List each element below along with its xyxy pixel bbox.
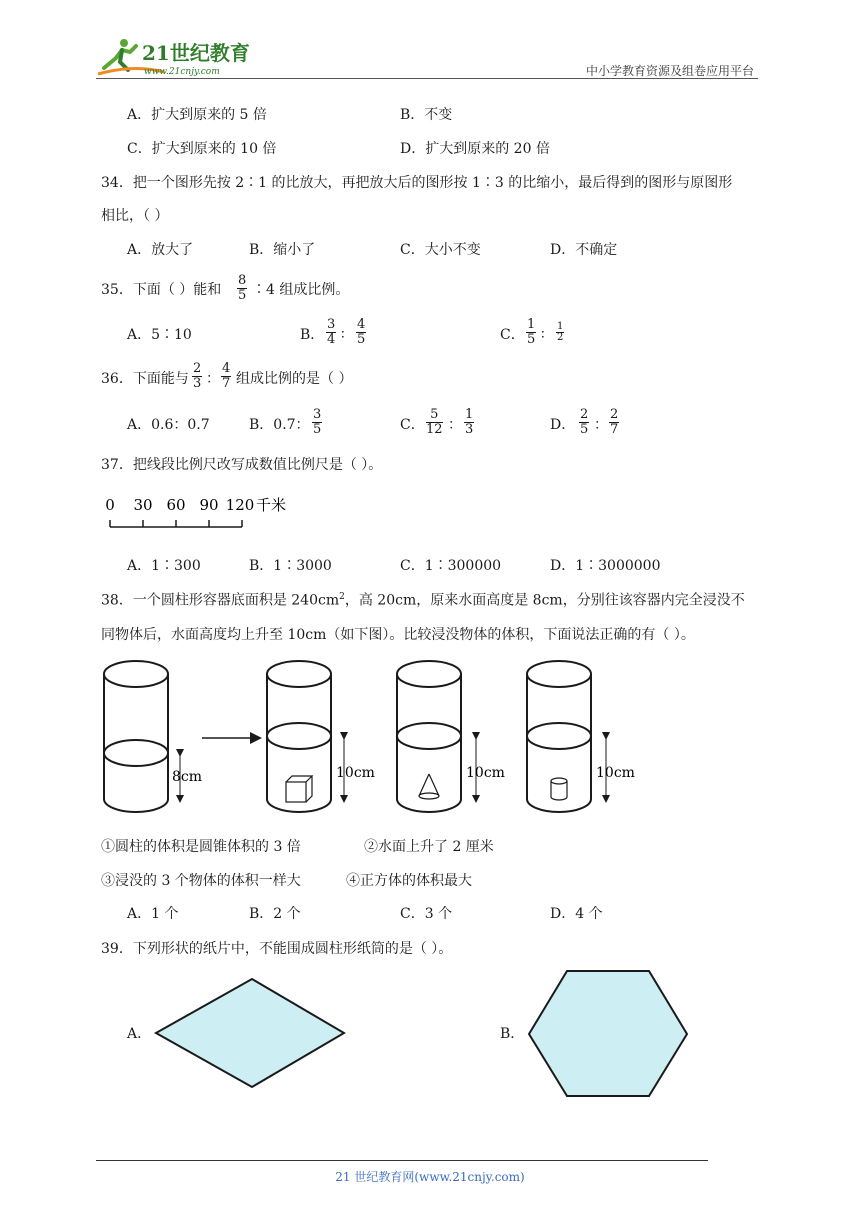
- q36-stem-end: 组成比例的是（ ）: [236, 371, 353, 387]
- q36-stem-start: 36．下面能与: [101, 371, 189, 387]
- cylinder-with-cube: [267, 661, 331, 812]
- q38-cylinder-figure: [96, 656, 656, 822]
- q35-option-b-fraction2: $\frac{4}{5}$: [357, 317, 366, 347]
- q37-option-b: B．1∶3000: [249, 558, 332, 574]
- q34-option-b: B．缩小了: [249, 242, 316, 258]
- cone-icon: [419, 774, 439, 799]
- scale-label-90: 90: [199, 496, 219, 514]
- q36-option-c-fraction2: $\frac{1}{3}$: [465, 407, 474, 437]
- q36-fraction2: $\frac{4}{7}$: [222, 361, 231, 391]
- cylinder-with-small-cylinder: [527, 661, 591, 812]
- q33-option-c: C．扩大到原来的 10 倍: [127, 141, 277, 157]
- scale-label-30: 30: [133, 496, 153, 514]
- q36-option-b-label: B．0.7：: [249, 417, 310, 433]
- q36-option-c-label: C．: [400, 417, 425, 433]
- q38-option-a: A．1 个: [127, 906, 179, 922]
- logo-url: www.21cnjy.com: [144, 67, 220, 77]
- footer-divider: [96, 1160, 708, 1161]
- q35-option-c-fraction2: $\frac{1}{2}$: [557, 321, 564, 343]
- q35-option-c-colon: ∶: [541, 327, 545, 343]
- scale-label-60: 60: [166, 496, 186, 514]
- label-10cm-cube: 10cm: [336, 765, 375, 781]
- q36-option-d-colon: ：: [594, 417, 608, 433]
- cylinder-original: [104, 661, 168, 812]
- q38-statement-3: ③浸没的 3 个物体的体积一样大: [101, 873, 301, 889]
- q35-option-b-fraction1: $\frac{3}{4}$: [327, 317, 336, 347]
- q36-fraction1: $\frac{2}{3}$: [193, 361, 202, 391]
- q33-option-a: A．扩大到原来的 5 倍: [127, 107, 267, 123]
- q39-option-a-label: A．: [127, 1026, 152, 1042]
- q36-option-d-label: D．: [550, 417, 576, 433]
- q34-option-d: D．不确定: [550, 242, 618, 258]
- scale-label-120: 120: [225, 496, 255, 514]
- label-8cm: 8cm: [172, 769, 203, 785]
- q34-stem-line1: 34．把一个图形先按 2∶1 的比放大，再把放大后的图形按 1∶3 的比缩小，最后得到的图形与原图形: [101, 175, 733, 191]
- q38-option-b: B．2 个: [249, 906, 301, 922]
- q35-option-b-colon: ∶: [341, 327, 345, 343]
- q37-option-c: C．1∶300000: [400, 558, 502, 574]
- cube-icon: [286, 776, 312, 802]
- scale-unit: 千米: [256, 496, 287, 514]
- q35-fraction: $\frac{8}{5}$: [238, 273, 247, 303]
- q38-statement-4: ④正方体的体积最大: [346, 873, 472, 889]
- header-divider: [96, 78, 758, 79]
- cylinder-with-cone: [397, 661, 461, 812]
- q36-colon: ：: [206, 371, 220, 387]
- q38-option-d: D．4 个: [550, 906, 603, 922]
- q35-option-a: A．5∶10: [127, 327, 192, 343]
- q35-option-c-label: C．: [500, 327, 525, 343]
- q38-stem-line2: 同物体后，水面高度均上升至 10cm（如下图）。比较浸没物体的体积，下面说法正确的有（ ）。: [101, 627, 695, 643]
- scale-label-0: 0: [105, 496, 115, 514]
- q34-option-c: C．大小不变: [400, 242, 481, 258]
- q37-line-scale: [96, 492, 306, 540]
- q36-option-c-colon: ：: [448, 417, 462, 433]
- q33-option-d: D．扩大到原来的 20 倍: [400, 141, 550, 157]
- footer-text: 21 世纪教育网(www.21cnjy.com): [335, 1170, 525, 1184]
- q36-option-d-fraction1: $\frac{2}{5}$: [580, 407, 589, 437]
- q38-statement-2: ②水面上升了 2 厘米: [364, 839, 494, 855]
- q34-stem-line2: 相比，（ ）: [101, 208, 169, 224]
- q37-option-d: D．1∶3000000: [550, 558, 661, 574]
- q39-hexagon-shape: [524, 968, 690, 1100]
- q35-option-c-fraction1: $\frac{1}{5}$: [527, 317, 536, 347]
- q37-stem: 37．把线段比例尺改写成数值比例尺是（ ）。: [101, 457, 383, 473]
- q33-option-b: B．不变: [400, 107, 453, 123]
- q38-option-c: C．3 个: [400, 906, 453, 922]
- q39-option-b-label: B．: [500, 1026, 525, 1042]
- small-cylinder-icon: [551, 778, 567, 800]
- q36-option-b-fraction: $\frac{3}{5}$: [313, 407, 322, 437]
- q38-statement-1: ①圆柱的体积是圆锥体积的 3 倍: [101, 839, 301, 855]
- q38-stem-line1: 38．一个圆柱形容器底面积是 $240cm^2$，高 20cm，原来水面高度是 8cm，分别往该容器内完全浸没不: [101, 592, 745, 609]
- q36-option-a: A．0.6：0.7: [127, 417, 210, 433]
- q37-option-a: A．1∶300: [127, 558, 201, 574]
- q35-stem-end: ∶4 组成比例。: [252, 282, 350, 298]
- q36-option-d-fraction2: $\frac{2}{7}$: [610, 407, 619, 437]
- q34-option-a: A．放大了: [127, 242, 194, 258]
- platform-name: 中小学教育资源及组卷应用平台: [585, 64, 754, 78]
- q36-option-c-fraction1: $\frac{5}{12}$: [426, 407, 443, 437]
- logo-text: 21世纪教育: [142, 41, 250, 65]
- q39-stem: 39．下列形状的纸片中，不能围成圆柱形纸筒的是（ ）。: [101, 941, 453, 957]
- label-10cm-cone: 10cm: [466, 765, 505, 781]
- label-10cm-cylinder: 10cm: [596, 765, 635, 781]
- q35-stem-start: 35．下面（ ）能和: [101, 282, 222, 298]
- q39-rhombus-shape: [150, 976, 350, 1092]
- q35-option-b-label: B．: [300, 327, 325, 343]
- site-logo: [94, 34, 264, 80]
